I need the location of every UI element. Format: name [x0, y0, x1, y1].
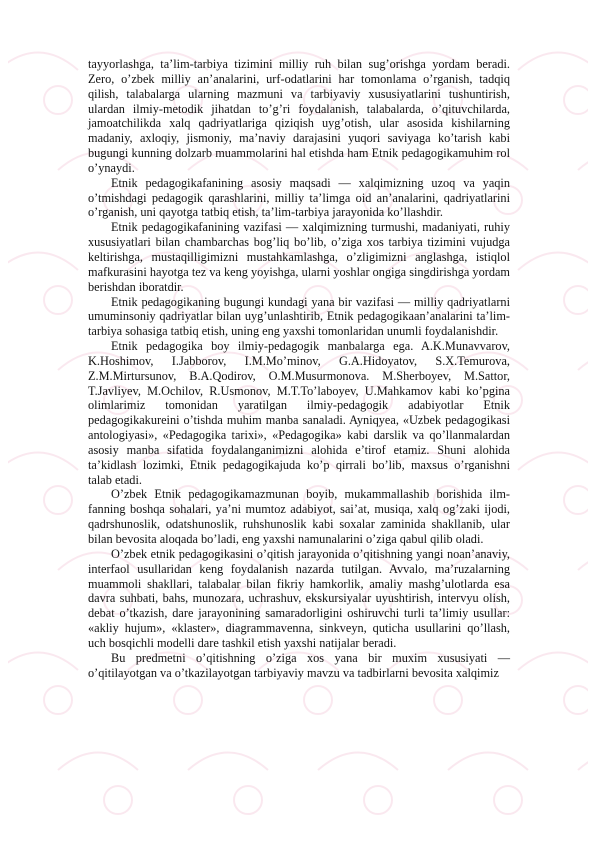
watermark-ring — [304, 686, 332, 714]
watermark-ring — [564, 486, 588, 514]
paragraph-1: tayyorlashga, ta’lim-tarbiya tizimini milliy ruh bilan sug’orishga yordam beradi. Zero, o’zbek milliy an’analarini, urf-odatlarini har tomonlama o’rganish, tadqiq qilish, talabalarga ularning mazmuni va tarbiyaviy xususiyatlarini tushuntirish, ulardan ilmiy-metodik jihatdan to’g’ri foydalanish, talabalarda, o’qituvchilarda, jamoatchilikda xalq qadriyatlariga qiziqish uyg’otish, ular asosida kishilarning madaniy, axloqiy, jismoniy, ma’naviy darajasini yuqori saviyaga ko’tarish kabi bugungi kunning dolzarb muammolarini hal etishda ham Etnik pedagogikamuhim rol o’ynaydi. — [88, 57, 510, 175]
watermark-arc — [318, 753, 398, 771]
watermark-arc — [578, 753, 588, 771]
watermark-ring — [44, 486, 72, 514]
watermark-ring — [44, 286, 72, 314]
watermark-ring — [44, 686, 72, 714]
paragraph-6: O’zbek Etnik pedagogikamazmunan boyib, mukammallashib borishida ilm-fanning boshqa sohalari, ya’ni mumtoz adabiyot, sai’at, musiqa, xalq og’zaki ijodi, qadrshunoslik, odatshunoslik, ruhshunoslik kabi soxalar zaminida shakllanib, ular bilan bevosita aloqada bo’ladi, eng yaxshi namunalarini o’ziga qabul qilib oladi. — [88, 487, 510, 546]
watermark-ring — [174, 686, 202, 714]
paragraph-3: Etnik pedagogikafanining vazifasi — xalqimizning turmushi, madaniyati, ruhiy xususiyatlari bilan chambarchas bog’liq bo’lib, o’ziga xos tarbiya tizimini vujudga keltirishga, mustaqilligimizni mustahkamlashga, o’zligimizni anglashga, istiqlol mafkurasini hayotga tez va keng yoyishga, ularni yoshlar ongiga singdirishga yordam berishdan iboratdir. — [88, 220, 510, 294]
watermark-ring — [104, 786, 132, 814]
watermark-arc — [518, 253, 588, 271]
watermark-arc — [578, 553, 588, 571]
paragraph-2: Etnik pedagogikafanining asosiy maqsadi — xalqimizning uzoq va yaqin o’tmishdagi pedagogik qarashlarini, milliy ta’limga oid an’analarini, qadriyatlarini o’rganish, uni qayotga tatbiq etish, ta’lim-tarbiya jarayonida ko’llashdir. — [88, 175, 510, 220]
paragraph-5: Etnik pedagogika boy ilmiy-pedagogik manbalarga ega. A.K.Munavvarov, K.Hoshimov, I.Jabborov, I.M.Mo’minov, G.A.Hidoyatov, S.X.Temurova, Z.M.Mirtursunov, B.A.Qodirov, O.M.Musurmonova. M.Sherboyev, M.Sattor, T.Javliyev, M.Ochilov, R.Usmonov, M.T.To’laboyev, U.Mahkamov kabi ko’pgina olimlarimiz tomonidan yaratilgan ilmiy-pedagogik adabiyotlar Etnik pedagogikakureini o’tishda muhim manba sanaladi. Ayniqyea, «Uzbek pedagogikasi antologiyasi», «Pedagogika tarixi», «Pedagogika» kabi darslik va qo’llanmalardan asosiy manba sifatida foydalanganimizni alohida e’tirof etamiz. Shuni alohida ta’kidlash lozimki, Etnik pedagogikajuda ko’p qirrali bo’lib, maxsus o’rganishni talab etadi. — [88, 339, 510, 487]
paragraph-7: O’zbek etnik pedagogikasini o’qitish jarayonida o’qitishning yangi noan’anaviy, interfaol usullaridan keng foydalanish nazarda tutilgan. Avvalo, ma’ruzalarning muammoli shakllari, talabalar bilan fikriy hamkorlik, amaliy mashg’ulotlarda esa davra suhbati, bahs, munozara, uchrashuv, ekskursiyalar uyushtirish, intervyu olish, debat o’tkazish, dare jarayonining samaradorligini oshiruvchi turli ta’limiy usullar: «akliy hujum», «klaster», diagrammavenna, sinkveyn, quticha usullarini qo’llash, uch bosqichli modelli dare tashkil etish yaxshi natijalar beradi. — [88, 546, 510, 650]
watermark-arc — [578, 153, 588, 171]
watermark-ring — [564, 286, 588, 314]
watermark-ring — [434, 686, 462, 714]
watermark-arc — [58, 753, 138, 771]
watermark-arc — [448, 753, 528, 771]
watermark-ring — [564, 86, 588, 114]
watermark-arc — [578, 353, 588, 371]
watermark-arc — [8, 53, 78, 71]
watermark-arc — [8, 653, 78, 671]
watermark-arc — [188, 753, 268, 771]
watermark-ring — [44, 86, 72, 114]
watermark-ring — [364, 786, 392, 814]
watermark-arc — [8, 253, 78, 271]
watermark-arc — [518, 653, 588, 671]
document-body — [88, 57, 510, 680]
watermark-ring — [234, 786, 262, 814]
watermark-ring — [494, 786, 522, 814]
paragraph-4: Etnik pedagogikaning bugungi kundagi yana bir vazifasi — milliy qadriyatlarni umuminsoniy qadriyatlar bilan uyg’unlashtirib, Etnik pedagogikaan’analarini ta’lim-tarbiya sohasiga tatbiq etish, uning eng yaxshi tomonlaridan unumli foydalanishdir. — [88, 294, 510, 339]
watermark-arc — [518, 453, 588, 471]
watermark-arc — [8, 453, 78, 471]
paragraph-8: Bu predmetni o’qitishning o’ziga xos yana bir muxim xususiyati — o’qitilayotgan va o’tkazilayotgan tarbiyaviy mavzu va tadbirlarni bevosita xalqimiz — [88, 650, 510, 680]
watermark-ring — [564, 686, 588, 714]
watermark-arc — [518, 53, 588, 71]
